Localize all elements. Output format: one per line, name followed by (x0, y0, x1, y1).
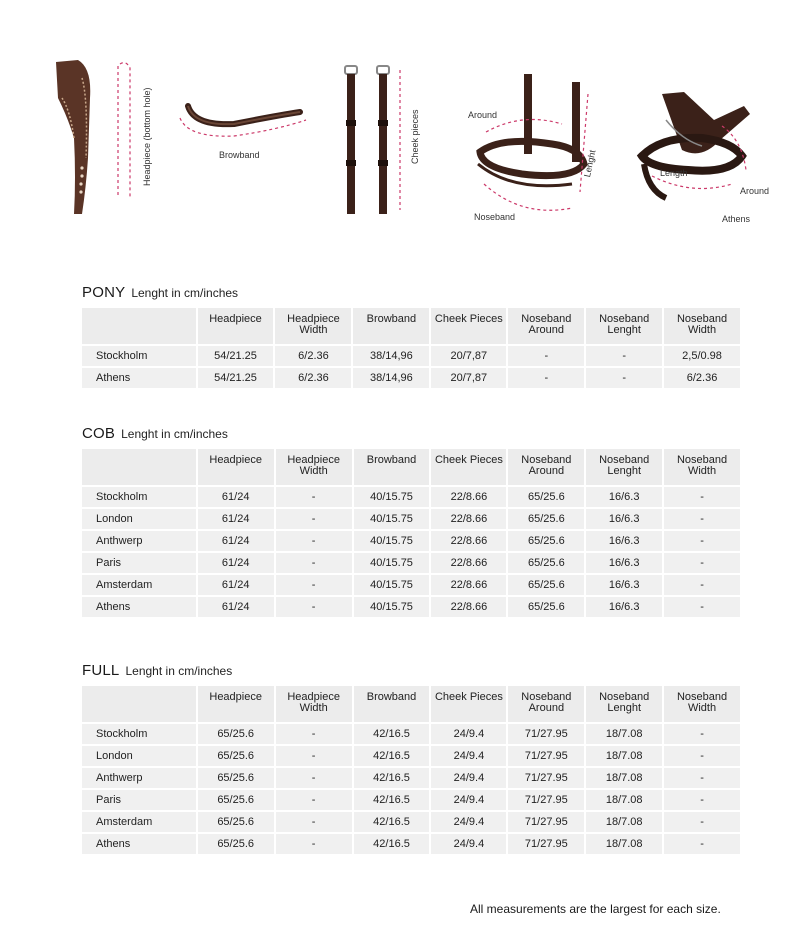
pony-section-title (82, 284, 742, 306)
header-browband: Browband (354, 686, 430, 722)
model-cell: Amsterdam (82, 575, 196, 595)
value-cell: 16/6.3 (586, 597, 662, 617)
full-section-title (82, 662, 742, 684)
table-row (82, 575, 740, 595)
table-row (82, 746, 740, 766)
value-cell: - (276, 790, 352, 810)
athens-illustration (622, 80, 782, 240)
cheek-pieces-label: Cheek pieces (410, 109, 420, 164)
value-cell: 40/15.75 (354, 597, 430, 617)
value-cell: 71/27.95 (508, 812, 584, 832)
header-noseband-lenght: Noseband Lenght (586, 308, 662, 344)
table-row (82, 834, 740, 854)
table-row (82, 346, 740, 366)
table-row (82, 597, 740, 617)
value-cell: 24/9.4 (431, 724, 506, 744)
model-cell: Paris (82, 790, 196, 810)
section-name: PONY (82, 284, 126, 301)
model-cell: Paris (82, 553, 196, 573)
value-cell: - (508, 368, 584, 388)
value-cell: 65/25.6 (508, 487, 584, 507)
model-cell: Stockholm (82, 346, 196, 366)
full-size-table (80, 684, 742, 856)
value-cell: - (664, 724, 740, 744)
noseband-lenght-label: Lenght (582, 149, 598, 179)
value-cell: 65/25.6 (198, 724, 274, 744)
value-cell: - (276, 812, 352, 832)
value-cell: 71/27.95 (508, 834, 584, 854)
value-cell: - (276, 768, 352, 788)
header-cheek-pieces: Cheek Pieces (431, 308, 506, 344)
athens-around-label: Around (740, 186, 770, 196)
table-header-row (82, 686, 740, 722)
value-cell: - (664, 553, 740, 573)
value-cell: 65/25.6 (198, 790, 274, 810)
value-cell: 42/16.5 (354, 724, 430, 744)
value-cell: - (276, 834, 352, 854)
value-cell: 42/16.5 (354, 746, 430, 766)
table-row (82, 790, 740, 810)
value-cell: 18/7.08 (586, 746, 662, 766)
header-model (82, 686, 196, 722)
value-cell: 18/7.08 (586, 790, 662, 810)
model-cell: Athens (82, 834, 196, 854)
value-cell: - (664, 790, 740, 810)
model-cell: Athens (82, 597, 196, 617)
value-cell: 22/8.66 (431, 487, 506, 507)
pony-section (82, 284, 742, 390)
value-cell: 71/27.95 (508, 746, 584, 766)
cheek-pieces-illustration (334, 60, 444, 220)
noseband-around-label: Around (468, 110, 498, 120)
header-noseband-width: Noseband Width (664, 686, 740, 722)
value-cell: 65/25.6 (508, 531, 584, 551)
header-headpiece: Headpiece (198, 308, 274, 344)
value-cell: - (276, 746, 352, 766)
value-cell: 22/8.66 (431, 575, 506, 595)
value-cell: - (664, 597, 740, 617)
header-noseband-lenght: Noseband Lenght (586, 449, 662, 485)
value-cell: 65/25.6 (508, 575, 584, 595)
value-cell: - (276, 487, 352, 507)
value-cell: 61/24 (198, 553, 274, 573)
value-cell: 54/21.25 (198, 346, 274, 366)
header-headpiece: Headpiece (198, 686, 274, 722)
bridle-parts-illustrations (0, 0, 800, 240)
value-cell: 40/15.75 (354, 531, 430, 551)
value-cell: 20/7,87 (431, 368, 506, 388)
value-cell: - (276, 509, 352, 529)
table-header-row (82, 449, 740, 485)
header-model (82, 449, 196, 485)
value-cell: 54/21.25 (198, 368, 274, 388)
cob-section (82, 425, 742, 619)
model-cell: Stockholm (82, 724, 196, 744)
value-cell: - (508, 346, 584, 366)
noseband-illustration (462, 72, 612, 232)
value-cell: 18/7.08 (586, 834, 662, 854)
table-row (82, 812, 740, 832)
value-cell: 65/25.6 (508, 553, 584, 573)
model-cell: London (82, 509, 196, 529)
athens-length-label: Length (660, 168, 688, 178)
value-cell: 40/15.75 (354, 509, 430, 529)
header-cheek-pieces: Cheek Pieces (431, 449, 506, 485)
headpiece-illustration (48, 58, 152, 218)
value-cell: 65/25.6 (508, 509, 584, 529)
value-cell: 6/2.36 (275, 368, 351, 388)
header-cheek-pieces: Cheek Pieces (431, 686, 506, 722)
value-cell: 38/14,96 (353, 346, 429, 366)
model-cell: Stockholm (82, 487, 196, 507)
value-cell: - (276, 724, 352, 744)
model-cell: London (82, 746, 196, 766)
value-cell: 22/8.66 (431, 531, 506, 551)
value-cell: 18/7.08 (586, 724, 662, 744)
value-cell: 24/9.4 (431, 790, 506, 810)
headpiece-label: Headpiece (bottom hole) (142, 87, 152, 186)
cob-section-title (82, 425, 742, 447)
value-cell: 18/7.08 (586, 768, 662, 788)
full-section (82, 662, 742, 856)
value-cell: 16/6.3 (586, 575, 662, 595)
model-cell: Anthwerp (82, 768, 196, 788)
value-cell: - (664, 834, 740, 854)
value-cell: 40/15.75 (354, 575, 430, 595)
value-cell: 61/24 (198, 575, 274, 595)
value-cell: 61/24 (198, 487, 274, 507)
table-row (82, 553, 740, 573)
header-noseband-around: Noseband Around (508, 308, 584, 344)
value-cell: 42/16.5 (354, 768, 430, 788)
table-row (82, 487, 740, 507)
model-cell: Amsterdam (82, 812, 196, 832)
value-cell: 65/25.6 (198, 768, 274, 788)
value-cell: 6/2.36 (275, 346, 351, 366)
header-browband: Browband (353, 308, 429, 344)
value-cell: 40/15.75 (354, 553, 430, 573)
value-cell: 22/8.66 (431, 553, 506, 573)
header-noseband-lenght: Noseband Lenght (586, 686, 662, 722)
value-cell: 38/14,96 (353, 368, 429, 388)
value-cell: - (276, 597, 352, 617)
value-cell: - (664, 575, 740, 595)
value-cell: 18/7.08 (586, 812, 662, 832)
value-cell: 42/16.5 (354, 834, 430, 854)
table-row (82, 724, 740, 744)
section-name: COB (82, 425, 116, 442)
model-cell: Athens (82, 368, 196, 388)
section-subtitle: Lenght in cm/inches (131, 286, 239, 300)
value-cell: 16/6.3 (586, 531, 662, 551)
model-cell: Anthwerp (82, 531, 196, 551)
value-cell: 6/2.36 (664, 368, 740, 388)
value-cell: - (586, 346, 662, 366)
header-headpiece-width: Headpiece Width (276, 686, 352, 722)
browband-illustration (174, 92, 314, 160)
value-cell: 22/8.66 (431, 509, 506, 529)
value-cell: 71/27.95 (508, 768, 584, 788)
value-cell: 65/25.6 (508, 597, 584, 617)
value-cell: - (276, 553, 352, 573)
value-cell: 61/24 (198, 509, 274, 529)
value-cell: 22/8.66 (431, 597, 506, 617)
value-cell: 42/16.5 (354, 790, 430, 810)
value-cell: 24/9.4 (431, 768, 506, 788)
table-row (82, 768, 740, 788)
header-noseband-around: Noseband Around (508, 449, 584, 485)
table-row (82, 509, 740, 529)
value-cell: 61/24 (198, 597, 274, 617)
value-cell: - (586, 368, 662, 388)
value-cell: 65/25.6 (198, 812, 274, 832)
value-cell: - (664, 768, 740, 788)
value-cell: 20/7,87 (431, 346, 506, 366)
pony-size-table (80, 306, 742, 390)
value-cell: 65/25.6 (198, 834, 274, 854)
section-subtitle: Lenght in cm/inches (125, 664, 233, 678)
value-cell: 16/6.3 (586, 553, 662, 573)
header-headpiece: Headpiece (198, 449, 274, 485)
header-noseband-width: Noseband Width (664, 308, 740, 344)
cob-size-table (80, 447, 742, 619)
value-cell: - (664, 487, 740, 507)
value-cell: 71/27.95 (508, 790, 584, 810)
value-cell: - (664, 812, 740, 832)
value-cell: 40/15.75 (354, 487, 430, 507)
header-model (82, 308, 196, 344)
value-cell: 24/9.4 (431, 746, 506, 766)
noseband-label: Noseband (474, 212, 516, 222)
value-cell: 24/9.4 (431, 812, 506, 832)
value-cell: - (664, 746, 740, 766)
table-header-row (82, 308, 740, 344)
athens-label: Athens (722, 214, 751, 224)
value-cell: - (664, 531, 740, 551)
value-cell: 42/16.5 (354, 812, 430, 832)
value-cell: - (276, 575, 352, 595)
value-cell: 2,5/0.98 (664, 346, 740, 366)
value-cell: - (276, 531, 352, 551)
browband-label: Browband (219, 150, 260, 160)
value-cell: 16/6.3 (586, 509, 662, 529)
value-cell: 24/9.4 (431, 834, 506, 854)
value-cell: 65/25.6 (198, 746, 274, 766)
footnote: All measurements are the largest for each size. (470, 902, 721, 916)
value-cell: 71/27.95 (508, 724, 584, 744)
table-row (82, 531, 740, 551)
header-headpiece-width: Headpiece Width (276, 449, 352, 485)
value-cell: 16/6.3 (586, 487, 662, 507)
table-row (82, 368, 740, 388)
header-noseband-width: Noseband Width (664, 449, 740, 485)
header-headpiece-width: Headpiece Width (275, 308, 351, 344)
header-noseband-around: Noseband Around (508, 686, 584, 722)
value-cell: 61/24 (198, 531, 274, 551)
value-cell: - (664, 509, 740, 529)
section-name: FULL (82, 662, 120, 679)
section-subtitle: Lenght in cm/inches (121, 427, 228, 441)
header-browband: Browband (354, 449, 430, 485)
